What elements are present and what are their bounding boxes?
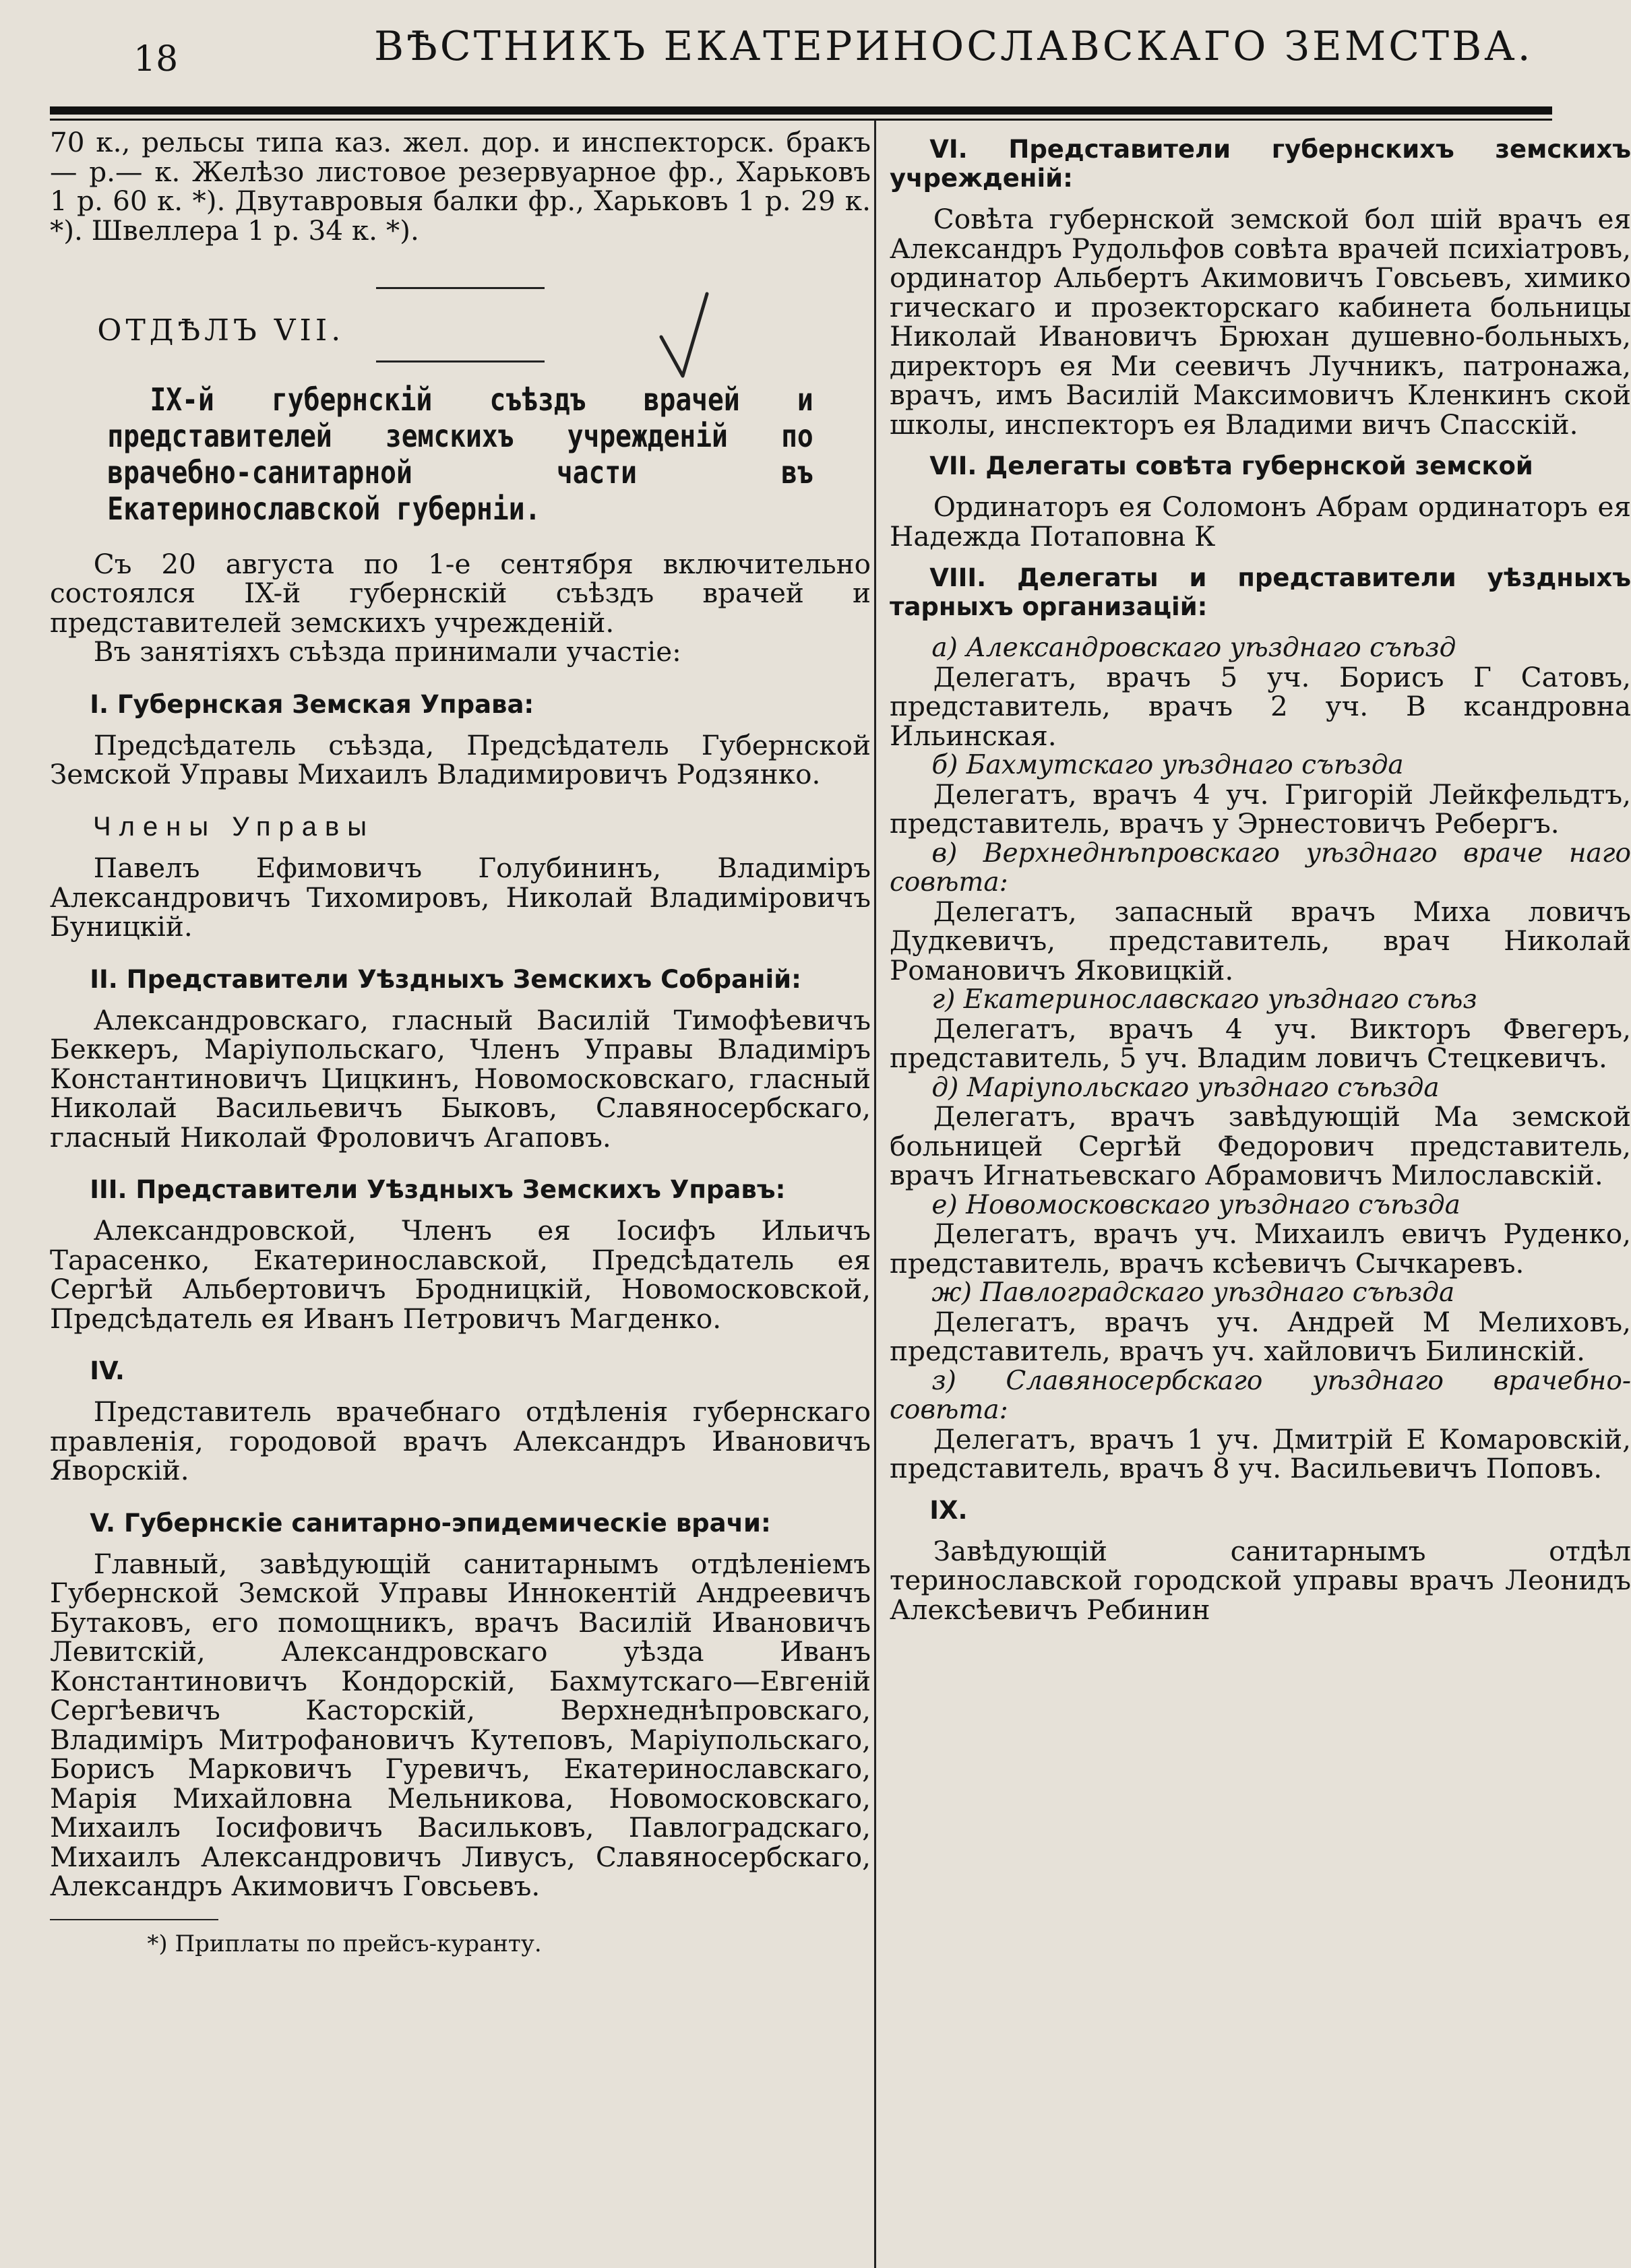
section-heading-8: VIII. Делегаты и представители уѣздныхъ тарныхъ организацій:: [890, 563, 1631, 621]
page-number: 18: [133, 39, 179, 80]
subsection-g-text: Делегатъ, врачъ 4 уч. Викторъ Фвегеръ, представитель, 5 уч. Владим ловичъ Стецкевичъ.: [890, 1012, 1631, 1074]
subsection-z-text: Делегатъ, врачъ 1 уч. Дмитрій Е Комаровскій, представитель, врачъ 8 уч. Васильевичъ Поповъ.: [890, 1422, 1631, 1484]
subsection-v-text: Делегатъ, запасный врачъ Миха ловичъ Дудкевичъ, представитель, врач Николай Романовичъ Яковицкій.: [890, 895, 1631, 986]
section-heading-9: IX.: [929, 1495, 968, 1525]
members-heading: Члены Управы: [93, 811, 375, 842]
header-rule-thick: [50, 106, 1552, 115]
section-text-1: Предсѣдатель съѣзда, Предсѣдатель Губернской Земской Управы Михаилъ Владимировичъ Родзянко.: [50, 728, 871, 790]
subsection-d-heading: д) Маріупольскаго уѣзднаго съѣзда: [931, 1072, 1440, 1103]
section-heading-2: II. Представители Уѣздныхъ Земскихъ Собраній:: [90, 964, 801, 994]
subsection-a-text: Делегатъ, врачъ 5 уч. Борисъ Г Сатовъ, представитель, врачъ 2 уч. В ксандровна Ильинская.: [890, 660, 1631, 752]
opening-paragraph: Съ 20 августа по 1-е сентября включительно состоялся IX-й губернскій съѣздъ врачей и представителей земскихъ учрежденій.: [50, 547, 871, 639]
subsection-b-heading: б) Бахмутскаго уѣзднаго съѣзда: [931, 750, 1404, 780]
section-text-2: Александровскаго, гласный Василій Тимофѣевичъ Беккеръ, Маріупольскаго, Членъ Управы Владиміръ Константиновичъ Цицкинъ, Новомосковскаго, гласный Николай Васильевичъ Быковъ, Славяносербскаго, гласный Николай Фроловичъ Агаповъ.: [50, 1003, 871, 1154]
subsection-e-heading: е) Новомосковскаго уѣзднаго съѣзда: [931, 1189, 1460, 1220]
footnote: *) Приплаты по прейсъ-куранту.: [147, 1930, 542, 1957]
section-text-5: Главный, завѣдующій санитарнымъ отдѣленіемъ Губернской Земской Управы Иннокентій Андреевичъ Бутаковъ, его помощникъ, врачъ Василій Ивановичъ Левитскій, Александровскаго уѣзда Иванъ Константиновичъ Кондорскій, Бахмутскаго—Евгеній Сергѣевичъ Касторскій, Верхнеднѣпровскаго, Владиміръ Митрофановичъ Кутеповъ, Маріупольскаго, Борисъ Марковичъ Гуревичъ, Екатеринославскаго, Марія Михайловна Мельникова, Новомосковскаго, Михаилъ Іосифовичъ Васильковъ, Павлоградскаго, Михаилъ Александровичъ Ливусъ, Славяносербскаго, Александръ Акимовичъ Говсьевъ.: [50, 1547, 871, 1902]
right-column: [890, 135, 1631, 1625]
opening-paragraph-2: Въ занятіяхъ съѣзда принимали участіе:: [93, 635, 681, 668]
intro-paragraph: 70 к., рельсы типа каз. жел. дор. и инспекторск. бракъ— р.— к. Желѣзо листовое резервуарное фр., Харьковъ 1 р. 60 к. *). Двутавровыя балки фр., Харьковъ 1 р. 29 к. *). Швеллера 1 р. 34 к. *).: [50, 126, 871, 247]
section-heading-7: VII. Делегаты совѣта губернской земской: [929, 451, 1533, 480]
section-text-6: Совѣта губернской земской бол шій врачъ ея Александръ Рудольфов совѣта врачей психіатровъ, ординатор Альбертъ Акимовичъ Говсьевъ, химико гическаго и прозекторскаго кабинета больницы Николай Ивановичъ Брюхан душевно-больныхъ, директоръ ея Ми сеевичъ Лучникъ, патронажа, врачъ, имъ Василій Максимовичъ Кленкинъ ской школы, инспекторъ ея Владими вичъ Спасскій.: [890, 203, 1631, 441]
subsection-e-text: Делегатъ, врачъ уч. Михаилъ евичъ Руденко, представитель, врачъ ксѣевичъ Сычкаревъ.: [890, 1218, 1631, 1280]
section-text-9: Завѣдующій санитарнымъ отдѣл теринославской городской управы врачъ Леонидъ Алексѣевичъ Ребинин: [890, 1534, 1631, 1626]
section-text-7: Ординаторъ ея Соломонъ Абрам ординаторъ ея Надежда Потаповна К: [890, 491, 1631, 553]
section-heading-1: I. Губернская Земская Управа:: [90, 689, 534, 719]
section-heading-3: III. Представители Уѣздныхъ Земскихъ Управъ:: [90, 1175, 786, 1204]
department-heading: ОТДѢЛЪ VII.: [97, 313, 345, 348]
journal-title: ВѢСТНИКЪ ЕКАТЕРИНОСЛАВСКАГО ЗЕМСТВА.: [374, 23, 1533, 70]
subsection-v-heading: в) Верхнеднѣпровскаго уѣзднаго враче наго совѣта:: [890, 838, 1631, 897]
members-text: Павелъ Ефимовичъ Голубининъ, Владиміръ Александровичъ Тихомировъ, Николай Владиміровичъ Буницкій.: [50, 852, 871, 943]
subsection-z-heading: з) Славяносербскаго уѣзднаго врачебно- совѣта:: [890, 1365, 1631, 1425]
subsection-d-text: Делегатъ, врачъ завѣдующій Ма земской больницей Сергѣй Федорович представитель, врачъ Игнатьевскаго Абрамовичъ Милославскій.: [890, 1100, 1631, 1191]
left-column: [50, 128, 871, 1959]
section-heading-4: IV.: [90, 1356, 125, 1385]
subsection-a-heading: а) Александровскаго уѣзднаго съѣзд: [931, 633, 1456, 663]
subsection-b-text: Делегатъ, врачъ 4 уч. Григорій Лейкфельдтъ, представитель, врачъ у Эрнестовичъ Ребергъ.: [890, 778, 1631, 840]
section-heading-6: VI. Представители губернскихъ земскихъ учрежденій:: [890, 135, 1631, 193]
subsection-zh-text: Делегатъ, врачъ уч. Андрей М Мелиховъ, представитель, врачъ уч. хайловичъ Билинскій.: [890, 1305, 1631, 1367]
subsection-zh-heading: ж) Павлоградскаго уѣзднаго съѣзда: [931, 1278, 1455, 1308]
subsection-g-heading: г) Екатеринославскаго уѣзднаго съѣз: [931, 984, 1477, 1015]
column-divider: [874, 120, 876, 2268]
section-text-3: Александровской, Членъ ея Іосифъ Ильичъ Тарасенко, Екатеринославской, Предсѣдатель ея Сергѣй Альбертовичъ Бродницкій, Новомосковской, Предсѣдатель ея Иванъ Петровичъ Магденко.: [50, 1214, 871, 1335]
article-title: IX-й губернскій съѣздъ врачей и представителей земскихъ учрежденій по врачебно-санитарной части въ Екатеринославской губерніи.: [107, 381, 813, 527]
section-text-4: Представитель врачебнаго отдѣленія губернскаго правленія, городовой врачъ Александръ Ивановичъ Яворскій.: [50, 1395, 871, 1486]
section-heading-5: V. Губернскіе санитарно-эпидемическіе врачи:: [90, 1508, 771, 1538]
header-rule-thin: [50, 119, 1552, 121]
check-mark-icon: [657, 290, 711, 383]
